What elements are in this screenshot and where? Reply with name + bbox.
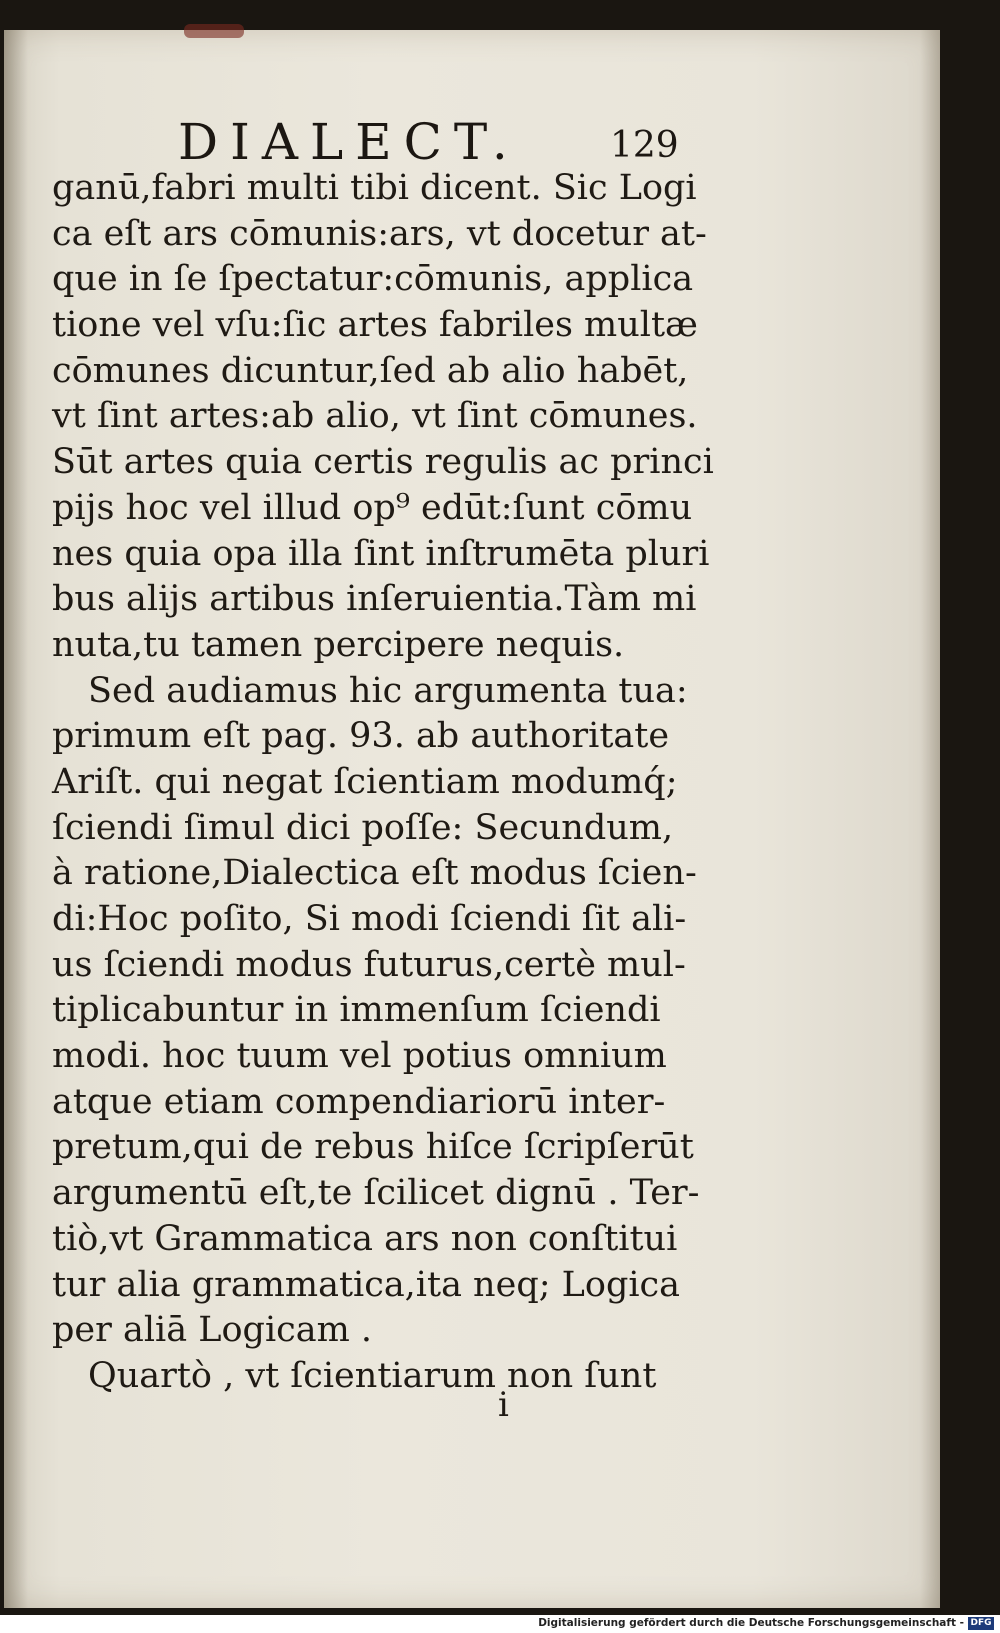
page-edge-shadow bbox=[920, 30, 940, 1608]
text-line: bus alijs artibus inſeruientia.Tàm mi bbox=[52, 579, 697, 620]
text-line: nuta,tu tamen percipere nequis. bbox=[52, 624, 625, 665]
body-text bbox=[52, 166, 714, 1400]
text-line: vt ſint artes:ab alio, vt ſint cōmunes. bbox=[52, 396, 698, 437]
text-line: modi. hoc tuum vel potius omnium bbox=[52, 1036, 667, 1077]
text-line: atque etiam compendiariorū inter- bbox=[52, 1081, 666, 1122]
text-line: cōmunes dicuntur,ſed ab alio habēt, bbox=[52, 350, 689, 391]
spine-shadow bbox=[4, 30, 28, 1608]
text-line: que in ſe ſpectatur:cōmunis, applica bbox=[52, 259, 694, 300]
running-head: DIALECT. bbox=[178, 113, 520, 171]
text-line: per aliā Logicam . bbox=[52, 1310, 373, 1351]
text-line: argumentū eſt,te ſcilicet dignū . Ter- bbox=[52, 1173, 700, 1214]
text-line: Sūt artes quia certis regulis ac princi bbox=[52, 442, 714, 483]
text-line: di:Hoc poſito, Si modi ſciendi ſit ali- bbox=[52, 899, 687, 939]
text-line: us ſciendi modus futurus,certè mul- bbox=[52, 944, 686, 985]
text-line: primum eſt pag. 93. ab authoritate bbox=[52, 716, 670, 757]
text-line: ca eſt ars cōmunis:ars, vt docetur at- bbox=[52, 213, 707, 254]
text-line: nes quia opa illa ſint inſtrumēta pluri bbox=[52, 533, 710, 574]
text-line: Ariſt. qui negat ſcientiam modumq́; bbox=[52, 761, 678, 802]
text-line: tiò,vt Grammatica ars non conſtitui bbox=[52, 1218, 678, 1259]
signature-mark: i bbox=[498, 1385, 509, 1425]
text-line: tur alia grammatica,ita neq; Logica bbox=[52, 1264, 681, 1305]
text-line: tiplicabuntur in immenſum ſciendi bbox=[52, 990, 661, 1031]
text-line: pijs hoc vel illud op⁹ edūt:ſunt cōmu bbox=[52, 487, 693, 528]
text-line: ganū,fabri multi tibi dicent. Sic Logi bbox=[52, 168, 697, 208]
text-line: Quartò , vt ſcientiarum non ſunt bbox=[88, 1355, 657, 1396]
text-line: pretum,qui de rebus hiſce ſcripſerūt bbox=[52, 1127, 694, 1168]
digitization-credit: Digitalisierung gefördert durch die Deutsche Forschungsgemeinschaft - bbox=[538, 1617, 964, 1629]
text-line: à ratione,Dialectica eſt modus ſcien- bbox=[52, 853, 697, 894]
text-line: tione vel vſu:ſic artes fabriles multæ bbox=[52, 305, 698, 346]
page-header bbox=[178, 112, 678, 172]
ribbon-marker bbox=[184, 24, 244, 38]
dfg-logo: DFG bbox=[968, 1617, 994, 1630]
text-line: Sed audiamus hic argumenta tua: bbox=[88, 670, 688, 711]
page-number: 129 bbox=[610, 125, 679, 166]
text-line: ſciendi ſimul dici poſſe: Secundum, bbox=[52, 807, 674, 848]
